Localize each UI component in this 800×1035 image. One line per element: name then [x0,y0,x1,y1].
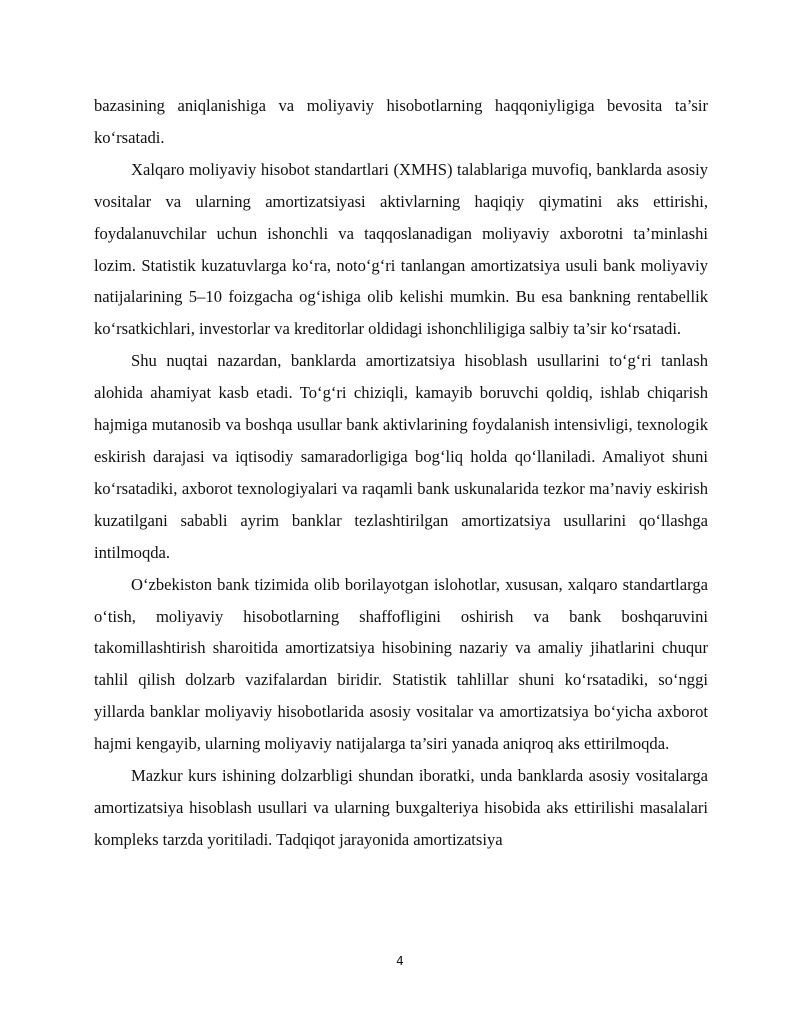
paragraph-relevance: Mazkur kurs ishining dolzarbligi shundan iboratki, unda banklarda asosiy vositalarga amortizatsiya hisoblash usullari va ularning buxgalteriya hisobida aks ettirilishi masalalari kompleks tarzda yoritiladi. Tadqiqot jarayonida amortizatsiya [94,766,708,849]
document-body [94,90,708,856]
paragraph-method-selection: Shu nuqtai nazardan, banklarda amortizatsiya hisoblash usullarini to‘g‘ri tanlash alohida ahamiyat kasb etadi. To‘g‘ri chiziqli, kamayib boruvchi qoldiq, ishlab chiqarish hajmiga mutanosib va boshqa usullar bank aktivlarining foydalanish intensivligi, texnologik eskirish darajasi va iqtisodiy samaradorligiga bog‘liq holda qo‘llaniladi. Amaliyot shuni ko‘rsatadiki, axborot texnologiyalari va raqamli bank uskunalarida tezkor ma’naviy eskirish kuzatilgani sababli ayrim banklar tezlashtirilgan amortizatsiya usullarini qo‘llashga intilmoqda. [94,351,708,562]
page-number: 4 [396,954,404,968]
paragraph-uzbekistan-reforms: O‘zbekiston bank tizimida olib borilayotgan islohotlar, xususan, xalqaro standartlarga o‘tish, moliyaviy hisobotlarning shaffofligini oshirish va bank boshqaruvini takomillashtirish sharoitida amortizatsiya hisobining nazariy va amaliy jihatlarini chuqur tahlil qilish dolzarb vazifalardan biridir. Statistik tahlillar shuni ko‘rsatadiki, so‘nggi yillarda banklar moliyaviy hisobotlarida asosiy vositalar va amortizatsiya bo‘yicha axborot hajmi kengayib, ularning moliyaviy natijalarga ta’siri yanada aniqroq aks ettirilmoqda. [94,574,708,754]
paragraph-xmhs: Xalqaro moliyaviy hisobot standartlari (XMHS) talablariga muvofiq, banklarda asosiy vositalar va ularning amortizatsiyasi aktivlarning haqiqiy qiymatini aks ettirishi, foydalanuvchilar uchun ishonchli va taqqoslanadigan moliyaviy axborotni ta’minlashi lozim. Statistik kuzatuvlarga ko‘ra, noto‘g‘ri tanlangan amortizatsiya usuli bank moliyaviy natijalarining 5–10 foizgacha og‘ishiga olib kelishi mumkin. Bu esa bankning rentabellik ko‘rsatkichlari, investorlar va kreditorlar oldidagi ishonchliligiga salbiy ta’sir ko‘rsatadi. [94,159,708,339]
paragraph-continuation: bazasining aniqlanishiga va moliyaviy hisobotlarning haqqoniyligiga bevosita ta’sir ko‘rsatadi. [94,96,708,147]
